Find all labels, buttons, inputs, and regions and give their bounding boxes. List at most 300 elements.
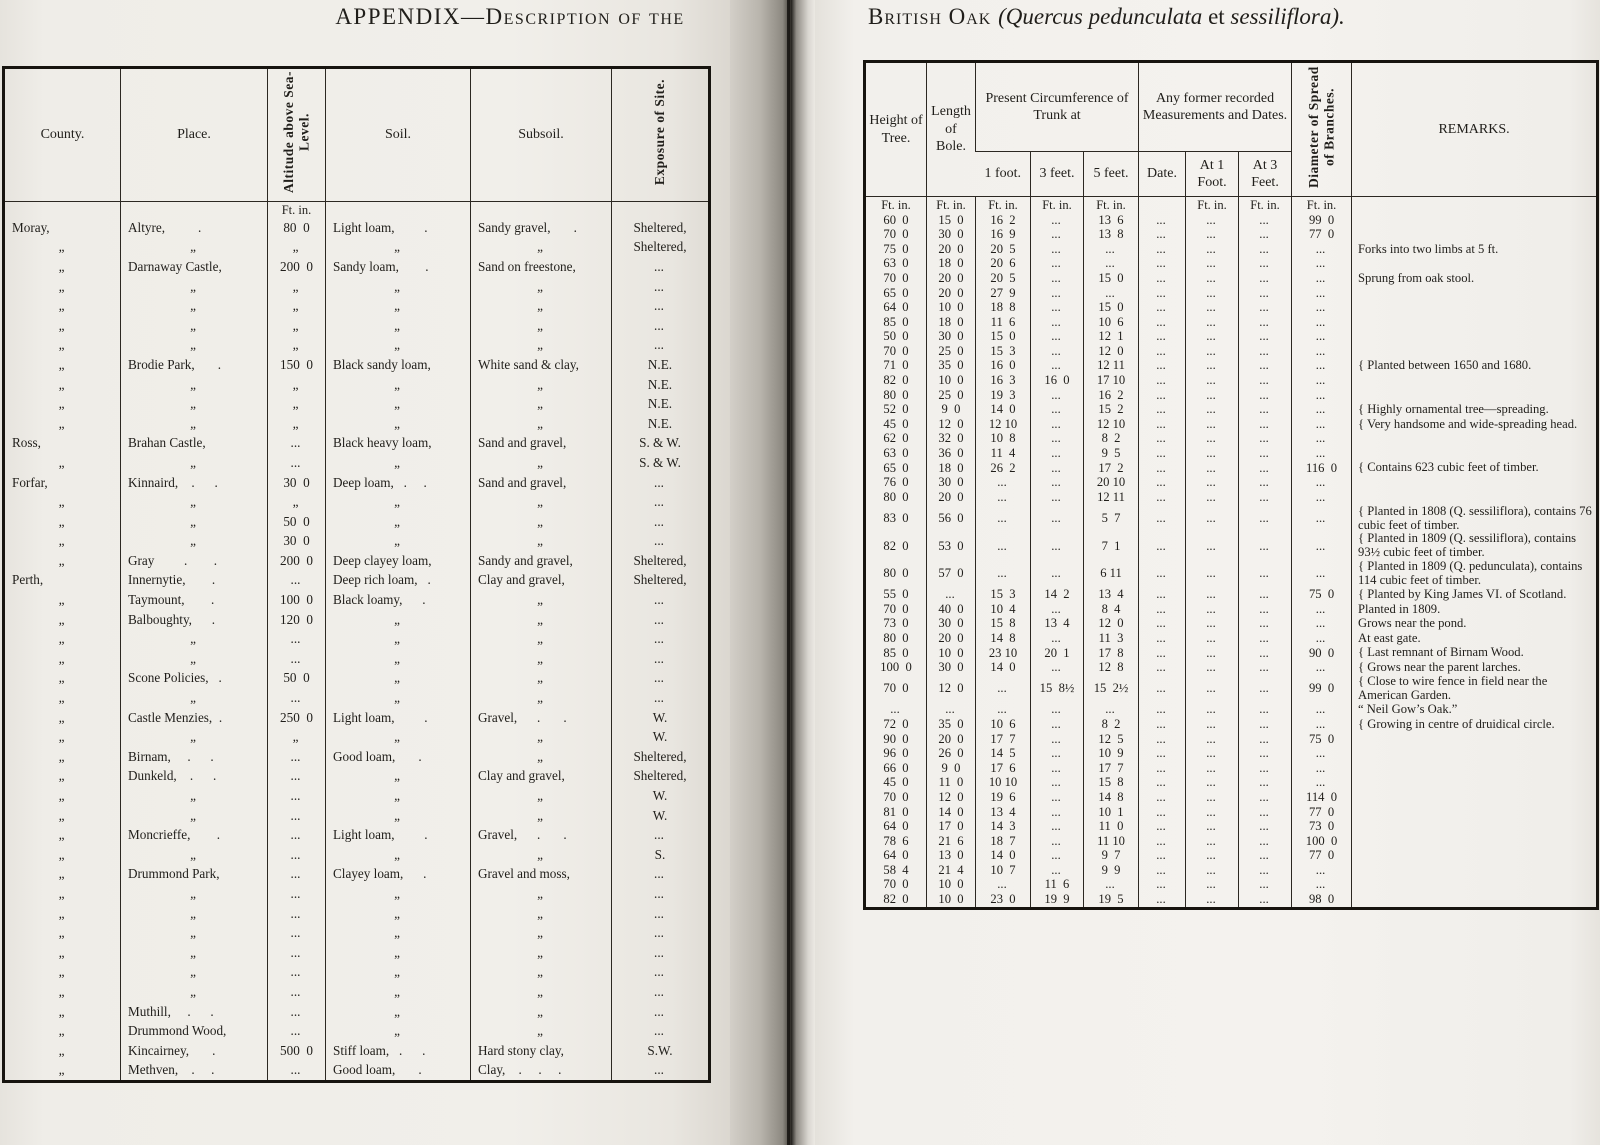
bole-cell: 30 0 <box>927 330 976 345</box>
left-table-row <box>4 433 710 453</box>
subsoil-cell: Gravel, . . <box>471 825 612 845</box>
place-cell: „ <box>121 962 268 982</box>
circ-5ft-cell: ... <box>1084 242 1139 257</box>
place-cell: Innernytie, . <box>121 570 268 590</box>
circ-5ft-cell: 6 11 <box>1084 560 1139 588</box>
date-cell: ... <box>1139 490 1186 505</box>
bole-cell: 13 0 <box>927 849 976 864</box>
circ-3ft-cell: 15 8½ <box>1031 675 1084 703</box>
spread-cell: 75 0 <box>1292 588 1352 603</box>
former-1ft-cell: ... <box>1186 560 1239 588</box>
right-table-row <box>865 505 1598 533</box>
former-1ft-cell: ... <box>1186 359 1239 374</box>
altitude-cell: ... <box>268 864 326 884</box>
right-title-latin-close: sessiliflora). <box>1230 4 1345 29</box>
remarks-cell <box>1352 228 1598 243</box>
former-3ft-cell: ... <box>1239 717 1292 732</box>
remarks-cell <box>1352 776 1598 791</box>
circ-1ft-cell: 23 10 <box>976 646 1031 661</box>
former-3ft-cell: ... <box>1239 631 1292 646</box>
circ-1ft-cell: 16 3 <box>976 374 1031 389</box>
right-table-row <box>865 675 1598 703</box>
county-cell: „ <box>58 788 65 804</box>
subsoil-cell: „ <box>471 845 612 865</box>
remarks-cell <box>1352 805 1598 820</box>
subsoil-cell: „ <box>471 413 612 433</box>
former-1ft-column-header: At 1 Foot. <box>1186 152 1239 197</box>
bole-cell: 26 0 <box>927 747 976 762</box>
date-cell: ... <box>1139 532 1186 560</box>
remarks-cell <box>1352 476 1598 491</box>
left-table-units-row <box>4 201 710 218</box>
circ-5ft-cell: 12 11 <box>1084 490 1139 505</box>
spread-cell: ... <box>1292 432 1352 447</box>
date-cell: ... <box>1139 330 1186 345</box>
former-1ft-cell: ... <box>1186 315 1239 330</box>
soil-cell: „ <box>326 315 471 335</box>
date-cell: ... <box>1139 834 1186 849</box>
circ-1ft-cell: 12 10 <box>976 417 1031 432</box>
spread-cell: ... <box>1292 863 1352 878</box>
circ-5ft-cell: 17 10 <box>1084 374 1139 389</box>
county-cell: „ <box>58 846 65 862</box>
circ-1ft-cell: 15 8 <box>976 617 1031 632</box>
former-1ft-cell: ... <box>1186 834 1239 849</box>
height-cell: 82 0 <box>883 538 909 553</box>
circ-5ft-cell: 9 9 <box>1084 863 1139 878</box>
spread-cell: ... <box>1292 602 1352 617</box>
altitude-cell: ... <box>268 629 326 649</box>
county-cell: „ <box>58 513 65 529</box>
place-cell: Kinnaird, . . <box>121 472 268 492</box>
left-table <box>2 66 711 1083</box>
soil-units <box>326 201 471 218</box>
right-table-row <box>865 330 1598 345</box>
county-cell: „ <box>58 298 65 314</box>
date-cell: ... <box>1139 703 1186 718</box>
remarks-cell <box>1352 761 1598 776</box>
circ-3ft-units: Ft. in. <box>1031 197 1084 214</box>
former-1ft-cell: ... <box>1186 505 1239 533</box>
circ-1ft-cell: 20 6 <box>976 257 1031 272</box>
former-3ft-cell: ... <box>1239 820 1292 835</box>
altitude-units: Ft. in. <box>268 201 326 218</box>
altitude-cell: „ <box>268 237 326 257</box>
spread-cell: ... <box>1292 257 1352 272</box>
soil-cell: „ <box>326 923 471 943</box>
remarks-cell: { Very handsome and wide-spreading head. <box>1352 417 1598 432</box>
circ-1ft-cell: 14 3 <box>976 820 1031 835</box>
circ-3ft-cell: ... <box>1031 747 1084 762</box>
county-cell: „ <box>58 1023 65 1039</box>
soil-cell: Light loam, . <box>326 707 471 727</box>
height-cell: 70 0 <box>883 790 909 804</box>
height-cell: 64 0 <box>883 848 909 863</box>
former-3ft-cell: ... <box>1239 447 1292 462</box>
former-measurements-group-header: Any former recorded Measurements and Dates. <box>1139 62 1292 152</box>
date-cell: ... <box>1139 617 1186 632</box>
subsoil-cell: „ <box>471 511 612 531</box>
soil-cell: „ <box>326 374 471 394</box>
date-cell: ... <box>1139 271 1186 286</box>
circ-3ft-cell: ... <box>1031 834 1084 849</box>
bole-cell: 30 0 <box>927 617 976 632</box>
spread-cell: ... <box>1292 505 1352 533</box>
height-cell: 45 0 <box>883 417 909 431</box>
right-table-row <box>865 228 1598 243</box>
spread-cell: ... <box>1292 271 1352 286</box>
former-1ft-cell: ... <box>1186 631 1239 646</box>
place-cell: „ <box>121 237 268 257</box>
bole-cell: 10 0 <box>927 878 976 893</box>
soil-cell: „ <box>326 884 471 904</box>
height-cell: 70 0 <box>883 877 909 892</box>
circ-1ft-cell: ... <box>976 675 1031 703</box>
height-cell: 64 0 <box>883 819 909 834</box>
soil-cell: „ <box>326 453 471 473</box>
circ-5ft-cell: 8 4 <box>1084 602 1139 617</box>
right-table-row <box>865 388 1598 403</box>
right-table-row <box>865 776 1598 791</box>
height-cell: 78 6 <box>883 834 909 848</box>
circ-3ft-cell: 11 6 <box>1031 878 1084 893</box>
soil-cell: „ <box>326 688 471 708</box>
exposure-cell: ... <box>612 315 710 335</box>
spread-cell: 99 0 <box>1292 675 1352 703</box>
soil-cell: Deep clayey loam, <box>326 551 471 571</box>
circ-5ft-cell: 7 1 <box>1084 532 1139 560</box>
spread-cell: ... <box>1292 532 1352 560</box>
soil-cell: „ <box>326 609 471 629</box>
circumference-group-header: Present Circumference of Trunk at <box>976 62 1139 152</box>
circ-1ft-column-header: 1 foot. <box>984 166 1022 182</box>
height-cell: 85 0 <box>883 315 909 329</box>
circ-1ft-cell: 20 5 <box>976 242 1031 257</box>
subsoil-cell: Gravel, . . <box>471 707 612 727</box>
circ-5ft-cell: 8 2 <box>1084 717 1139 732</box>
spread-cell: ... <box>1292 242 1352 257</box>
exposure-cell: S. & W. <box>612 433 710 453</box>
spread-cell: ... <box>1292 286 1352 301</box>
county-cell: „ <box>58 748 65 764</box>
circ-3ft-cell: ... <box>1031 228 1084 243</box>
circ-5ft-cell: ... <box>1084 703 1139 718</box>
remarks-cell: { Contains 623 cubic feet of timber. <box>1352 461 1598 476</box>
place-cell: „ <box>121 374 268 394</box>
bole-cell: 10 0 <box>927 893 976 909</box>
exposure-cell: ... <box>612 962 710 982</box>
height-cell: ... <box>890 702 900 717</box>
place-column-header: Place. <box>121 68 268 202</box>
former-3ft-cell: ... <box>1239 661 1292 676</box>
bole-cell: 18 0 <box>927 461 976 476</box>
former-3ft-cell: ... <box>1239 301 1292 316</box>
date-cell: ... <box>1139 213 1186 228</box>
circ-3ft-cell: ... <box>1031 703 1084 718</box>
circ-1ft-cell: ... <box>976 505 1031 533</box>
spread-cell: 116 0 <box>1292 461 1352 476</box>
place-cell: Kincairney, . <box>121 1040 268 1060</box>
exposure-header-vertical-text: Exposure of Site. <box>652 78 668 186</box>
left-table-row <box>4 707 710 727</box>
former-3ft-cell: ... <box>1239 286 1292 301</box>
former-3ft-cell: ... <box>1239 344 1292 359</box>
remarks-cell <box>1352 849 1598 864</box>
altitude-cell: ... <box>268 747 326 767</box>
county-cell: „ <box>58 670 65 686</box>
circ-5ft-cell: 10 1 <box>1084 805 1139 820</box>
height-cell: 65 0 <box>883 461 909 475</box>
county-cell: „ <box>58 278 65 294</box>
right-table-row <box>865 805 1598 820</box>
exposure-cell: ... <box>612 511 710 531</box>
circ-1ft-cell: 10 6 <box>976 717 1031 732</box>
date-cell: ... <box>1139 588 1186 603</box>
subsoil-cell: „ <box>471 237 612 257</box>
soil-cell: „ <box>326 982 471 1002</box>
former-1ft-cell: ... <box>1186 878 1239 893</box>
former-1ft-cell: ... <box>1186 257 1239 272</box>
subsoil-cell: Sand and gravel, <box>471 472 612 492</box>
subsoil-cell: „ <box>471 962 612 982</box>
county-cell: „ <box>58 709 65 725</box>
left-table-row <box>4 257 710 277</box>
left-table-row <box>4 492 710 512</box>
soil-cell: „ <box>326 942 471 962</box>
left-table-row <box>4 688 710 708</box>
county-cell: „ <box>58 317 65 333</box>
circ-1ft-cell: ... <box>976 532 1031 560</box>
height-cell: 71 0 <box>883 358 909 373</box>
former-1ft-cell: ... <box>1186 490 1239 505</box>
spread-cell: ... <box>1292 359 1352 374</box>
right-table-row <box>865 893 1598 909</box>
altitude-cell: 500 0 <box>268 1040 326 1060</box>
exposure-cell: ... <box>612 649 710 669</box>
bole-cell: 20 0 <box>927 631 976 646</box>
altitude-cell: 80 0 <box>268 218 326 238</box>
exposure-units <box>612 201 710 218</box>
bole-cell: ... <box>927 588 976 603</box>
remarks-cell <box>1352 388 1598 403</box>
left-table-row <box>4 982 710 1002</box>
date-cell: ... <box>1139 461 1186 476</box>
right-table-row <box>865 661 1598 676</box>
altitude-cell: „ <box>268 492 326 512</box>
circ-1ft-cell: 15 3 <box>976 344 1031 359</box>
former-1ft-cell: ... <box>1186 747 1239 762</box>
circ-5ft-cell: 13 6 <box>1084 213 1139 228</box>
remarks-cell <box>1352 490 1598 505</box>
right-table-row <box>865 417 1598 432</box>
former-3ft-cell: ... <box>1239 271 1292 286</box>
county-cell: „ <box>58 690 65 706</box>
soil-cell: „ <box>326 237 471 257</box>
height-cell: 100 0 <box>880 660 912 675</box>
date-cell: ... <box>1139 646 1186 661</box>
soil-cell: Stiff loam, . . <box>326 1040 471 1060</box>
right-table-row <box>865 242 1598 257</box>
remarks-cell: { Close to wire fence in field near the American Garden. <box>1352 675 1598 703</box>
county-cell: „ <box>58 925 65 941</box>
remarks-cell: { Planted by King James VI. of Scotland. <box>1352 588 1598 603</box>
circ-1ft-cell: 11 6 <box>976 315 1031 330</box>
place-cell: Drummond Park, <box>121 864 268 884</box>
date-cell: ... <box>1139 820 1186 835</box>
altitude-cell: ... <box>268 942 326 962</box>
spread-cell: ... <box>1292 747 1352 762</box>
left-table-row <box>4 766 710 786</box>
circ-5ft-cell: 10 6 <box>1084 315 1139 330</box>
former-3ft-cell: ... <box>1239 417 1292 432</box>
circ-3ft-cell: 19 9 <box>1031 893 1084 909</box>
exposure-cell: ... <box>612 296 710 316</box>
soil-cell: „ <box>326 903 471 923</box>
former-3ft-cell: ... <box>1239 505 1292 533</box>
date-cell: ... <box>1139 863 1186 878</box>
circ-1ft-cell: 10 10 <box>976 776 1031 791</box>
height-cell: 76 0 <box>883 475 909 490</box>
county-cell: „ <box>58 807 65 823</box>
former-1ft-cell: ... <box>1186 532 1239 560</box>
place-cell: „ <box>121 315 268 335</box>
soil-cell: „ <box>326 1001 471 1021</box>
right-title-latin-open: (Quercus pedunculata <box>998 4 1209 29</box>
circ-3ft-cell: ... <box>1031 849 1084 864</box>
county-cell: „ <box>58 650 65 666</box>
soil-cell: „ <box>326 531 471 551</box>
spread-cell: ... <box>1292 301 1352 316</box>
circ-3ft-cell: ... <box>1031 330 1084 345</box>
date-column-header: Date. <box>1139 152 1186 197</box>
remarks-cell <box>1352 301 1598 316</box>
spread-cell: 77 0 <box>1292 849 1352 864</box>
left-table-row <box>4 786 710 806</box>
exposure-cell: ... <box>612 276 710 296</box>
former-3ft-cell: ... <box>1239 732 1292 747</box>
former-1ft-cell: ... <box>1186 717 1239 732</box>
circ-3ft-cell: ... <box>1031 732 1084 747</box>
spread-cell: ... <box>1292 388 1352 403</box>
remarks-cell: { Planted between 1650 and 1680. <box>1352 359 1598 374</box>
remarks-cell <box>1352 432 1598 447</box>
subsoil-cell: „ <box>471 923 612 943</box>
place-cell: Methven, . . <box>121 1060 268 1081</box>
spread-cell: 77 0 <box>1292 805 1352 820</box>
subsoil-cell: Clay, . . . <box>471 1060 612 1081</box>
circ-1ft-units: Ft. in. <box>976 197 1031 214</box>
right-page-title <box>868 4 1428 30</box>
former-3ft-cell: ... <box>1239 315 1292 330</box>
circ-3ft-cell: ... <box>1031 863 1084 878</box>
former-1ft-cell: ... <box>1186 893 1239 909</box>
circ-3ft-cell: ... <box>1031 388 1084 403</box>
bole-cell: 36 0 <box>927 447 976 462</box>
circ-3ft-cell: ... <box>1031 805 1084 820</box>
altitude-cell: ... <box>268 1001 326 1021</box>
circ-1ft-cell: 16 0 <box>976 359 1031 374</box>
former-1ft-cell: ... <box>1186 286 1239 301</box>
subsoil-cell: „ <box>471 315 612 335</box>
county-cell: Forfar, <box>12 474 48 490</box>
left-table-row <box>4 315 710 335</box>
remarks-cell <box>1352 447 1598 462</box>
circ-1ft-cell: 23 0 <box>976 893 1031 909</box>
subsoil-cell: Clay and gravel, <box>471 570 612 590</box>
circ-5ft-cell: 15 2 <box>1084 403 1139 418</box>
left-table-row <box>4 1021 710 1041</box>
exposure-cell: ... <box>612 825 710 845</box>
spread-cell: 114 0 <box>1292 790 1352 805</box>
circ-5ft-cell: 11 0 <box>1084 820 1139 835</box>
former-1ft-cell: ... <box>1186 374 1239 389</box>
former-3ft-cell: ... <box>1239 330 1292 345</box>
circ-5ft-cell: 10 9 <box>1084 747 1139 762</box>
height-column-header: Height of Tree. <box>869 113 923 146</box>
right-table-row <box>865 863 1598 878</box>
left-table-row <box>4 218 710 238</box>
date-cell: ... <box>1139 301 1186 316</box>
former-1ft-cell: ... <box>1186 790 1239 805</box>
exposure-cell: ... <box>612 629 710 649</box>
height-cell: 90 0 <box>883 732 909 746</box>
left-table-row <box>4 531 710 551</box>
county-cell: „ <box>58 964 65 980</box>
book-spine <box>730 0 815 1145</box>
remarks-cell <box>1352 732 1598 747</box>
date-cell: ... <box>1139 602 1186 617</box>
former-1ft-cell: ... <box>1186 805 1239 820</box>
circ-3ft-cell: ... <box>1031 417 1084 432</box>
circ-3ft-cell: ... <box>1031 257 1084 272</box>
exposure-cell: W. <box>612 786 710 806</box>
soil-cell: „ <box>326 766 471 786</box>
soil-cell: „ <box>326 276 471 296</box>
height-cell: 85 0 <box>883 646 909 660</box>
altitude-cell: 250 0 <box>268 707 326 727</box>
place-cell: Darnaway Castle, <box>121 257 268 277</box>
bole-units: Ft. in. <box>927 197 976 214</box>
altitude-cell: ... <box>268 923 326 943</box>
spread-cell: ... <box>1292 776 1352 791</box>
date-cell: ... <box>1139 790 1186 805</box>
exposure-cell: Sheltered, <box>612 570 710 590</box>
altitude-cell: ... <box>268 845 326 865</box>
former-3ft-cell: ... <box>1239 490 1292 505</box>
former-1ft-units: Ft. in. <box>1186 197 1239 214</box>
altitude-cell: 100 0 <box>268 590 326 610</box>
height-cell: 70 0 <box>883 227 909 242</box>
left-table-row <box>4 903 710 923</box>
altitude-cell: „ <box>268 276 326 296</box>
soil-cell: „ <box>326 727 471 747</box>
circ-5ft-cell: 20 10 <box>1084 476 1139 491</box>
circ-3ft-cell: ... <box>1031 532 1084 560</box>
left-table-row <box>4 747 710 767</box>
former-1ft-cell: ... <box>1186 588 1239 603</box>
place-cell: „ <box>121 276 268 296</box>
height-cell: 82 0 <box>883 373 909 388</box>
subsoil-cell: „ <box>471 1001 612 1021</box>
circ-5ft-cell: 12 5 <box>1084 732 1139 747</box>
former-3ft-cell: ... <box>1239 849 1292 864</box>
exposure-cell: Sheltered, <box>612 551 710 571</box>
circ-1ft-cell: 17 7 <box>976 732 1031 747</box>
spread-cell: ... <box>1292 560 1352 588</box>
county-cell: Moray, <box>12 219 50 235</box>
height-cell: 70 0 <box>883 602 909 616</box>
former-3ft-cell: ... <box>1239 403 1292 418</box>
